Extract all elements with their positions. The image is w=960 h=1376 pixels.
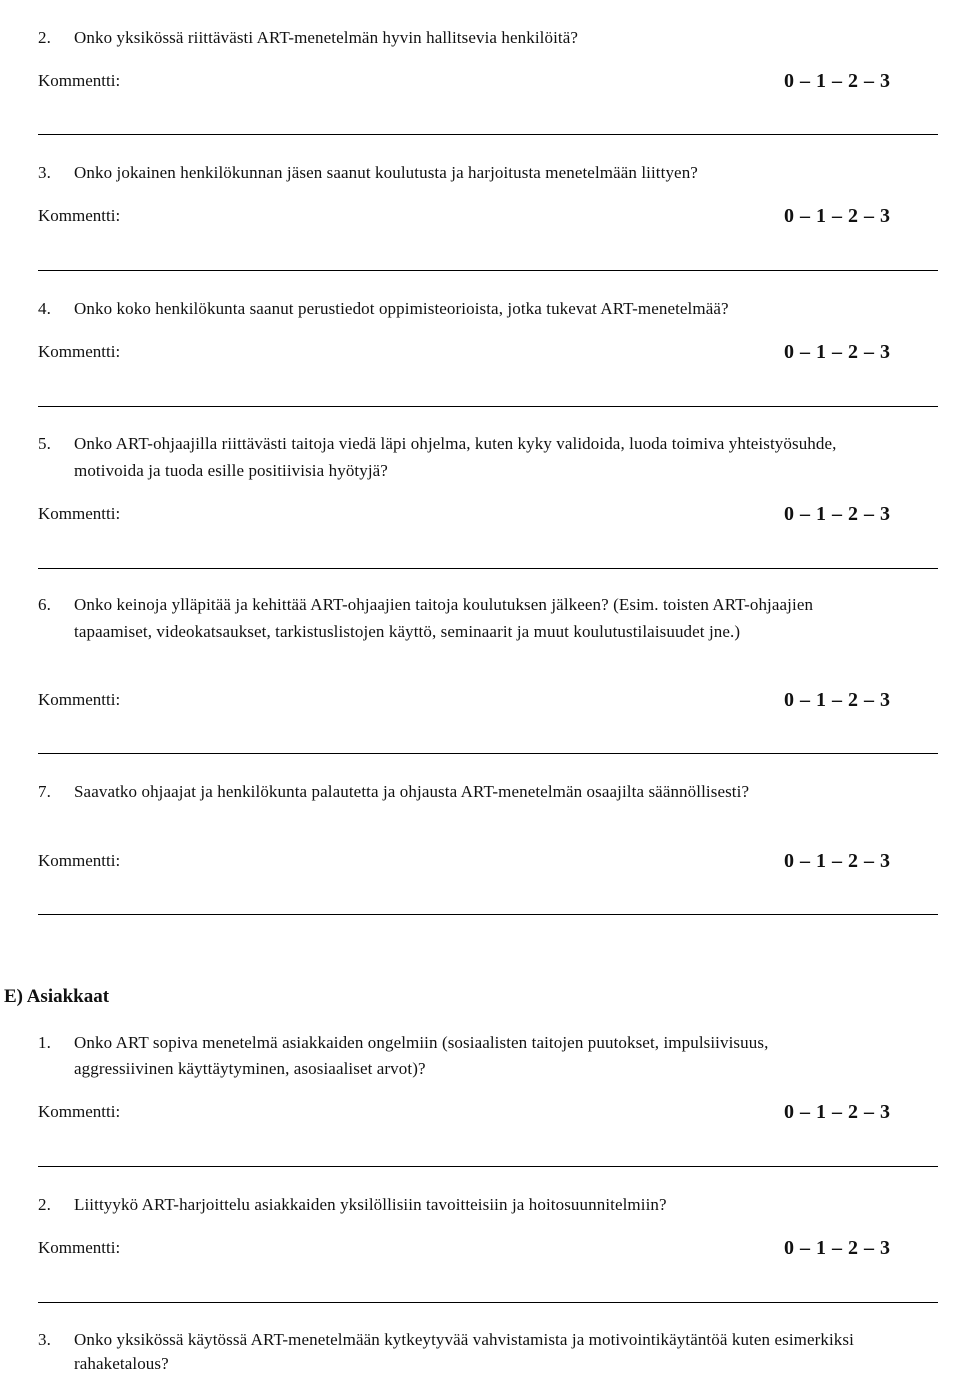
comment-label: Kommentti:: [38, 504, 121, 523]
question-text: Onko ART-ohjaajilla riittävästi taitoja viedä läpi ohjelma, kuten kyky validoida, luoda toimiva yhteistyösuhde,: [74, 434, 837, 453]
comment-label: Kommentti:: [38, 851, 121, 870]
question-number: 5.: [38, 434, 51, 453]
answer-line[interactable]: [38, 914, 938, 915]
rating-scale[interactable]: 0 – 1 – 2 – 3: [784, 205, 891, 227]
question-text: Liittyykö ART-harjoittelu asiakkaiden yksilöllisiin tavoitteisiin ja hoitosuunnitelmiin?: [74, 1195, 667, 1214]
question-number: 7.: [38, 782, 51, 801]
section-title: E) Asiakkaat: [4, 986, 110, 1007]
question-text: Onko keinoja ylläpitää ja kehittää ART-ohjaajien taitoja koulutuksen jälkeen? (Esim. toisten ART-ohjaajien: [74, 595, 814, 614]
comment-label: Kommentti:: [38, 1102, 121, 1121]
answer-line[interactable]: [38, 1302, 938, 1303]
rating-scale[interactable]: 0 – 1 – 2 – 3: [784, 1101, 891, 1123]
question-text-continued: motivoida ja tuoda esille positiivisia hyötyjä?: [74, 461, 388, 480]
answer-line[interactable]: [38, 406, 938, 407]
question-text: Onko koko henkilökunta saanut perustiedot oppimisteorioista, jotka tukevat ART-menetelmää?: [74, 299, 729, 318]
answer-line[interactable]: [38, 134, 938, 135]
rating-scale[interactable]: 0 – 1 – 2 – 3: [784, 503, 891, 525]
comment-label: Kommentti:: [38, 71, 121, 90]
comment-label: Kommentti:: [38, 1238, 121, 1257]
question-text-continued: tapaamiset, videokatsaukset, tarkistuslistojen käyttö, seminaarit ja muut koulutustilaisuudet jne.): [74, 622, 741, 641]
question-number: 4.: [38, 299, 51, 318]
question-text: Onko jokainen henkilökunnan jäsen saanut koulutusta ja harjoitusta menetelmään liittyen?: [74, 163, 698, 182]
rating-scale[interactable]: 0 – 1 – 2 – 3: [784, 341, 891, 363]
answer-line[interactable]: [38, 270, 938, 271]
rating-scale[interactable]: 0 – 1 – 2 – 3: [784, 1237, 891, 1259]
question-text-continued: aggressiivinen käyttäytyminen, asosiaaliset arvot)?: [74, 1059, 426, 1078]
question-number: 2.: [38, 28, 51, 47]
comment-label: Kommentti:: [38, 342, 121, 361]
question-number: 6.: [38, 595, 51, 614]
question-text: Saavatko ohjaajat ja henkilökunta palautetta ja ohjausta ART-menetelmän osaajilta säännöllisesti?: [74, 782, 750, 801]
comment-label: Kommentti:: [38, 690, 121, 709]
question-text-continued: rahaketalous?: [74, 1354, 169, 1373]
rating-scale[interactable]: 0 – 1 – 2 – 3: [784, 70, 891, 92]
question-number: 1.: [38, 1033, 51, 1052]
question-text: Onko ART sopiva menetelmä asiakkaiden ongelmiin (sosiaalisten taitojen puutokset, impulsiivisuus,: [74, 1033, 769, 1052]
rating-scale[interactable]: 0 – 1 – 2 – 3: [784, 850, 891, 872]
question-number: 2.: [38, 1195, 51, 1214]
answer-line[interactable]: [38, 1166, 938, 1167]
question-number: 3.: [38, 163, 51, 182]
comment-label: Kommentti:: [38, 206, 121, 225]
answer-line[interactable]: [38, 753, 938, 754]
answer-line[interactable]: [38, 568, 938, 569]
question-text: Onko yksikössä riittävästi ART-menetelmän hyvin hallitsevia henkilöitä?: [74, 28, 579, 47]
question-number: 3.: [38, 1330, 51, 1349]
question-text: Onko yksikössä käytössä ART-menetelmään kytkeytyvää vahvistamista ja motivointikäytäntöä kuten esimerkiksi: [74, 1330, 854, 1349]
rating-scale[interactable]: 0 – 1 – 2 – 3: [784, 689, 891, 711]
